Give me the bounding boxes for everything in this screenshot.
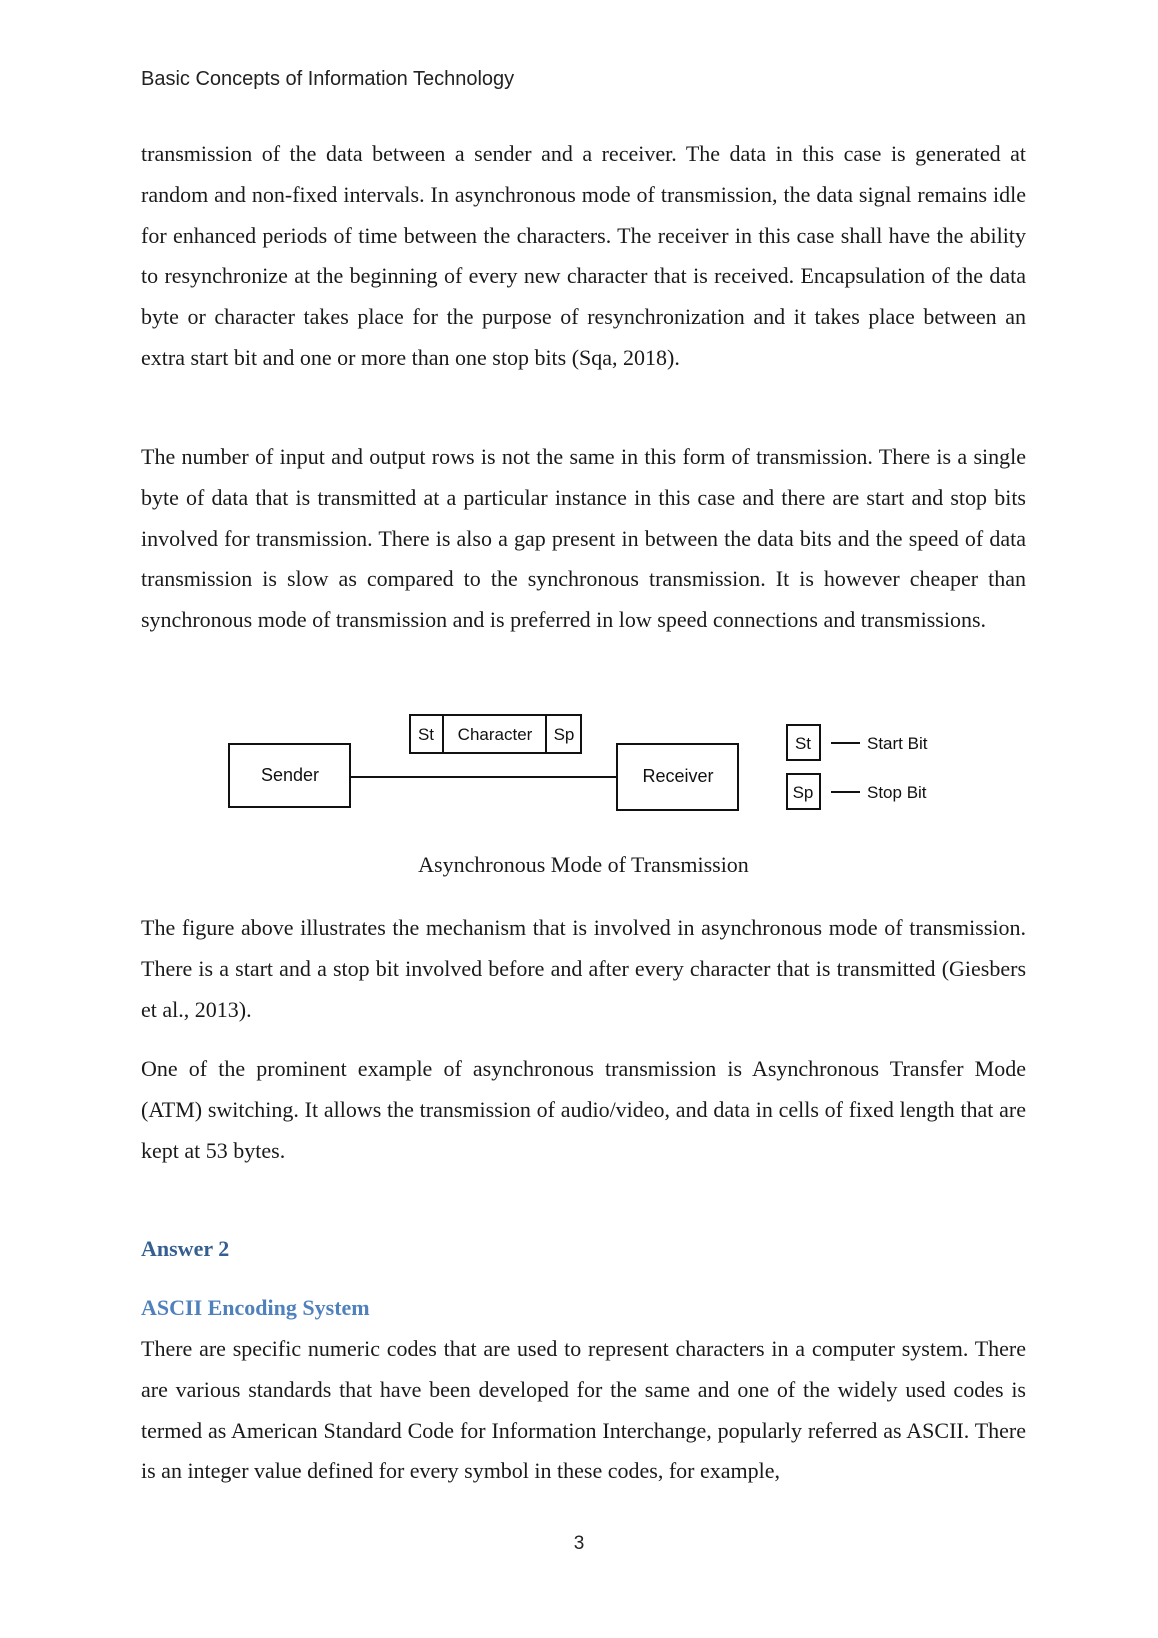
receiver-label: Receiver (642, 766, 714, 786)
legend-start-symbol: St (794, 734, 812, 753)
diagram-svg (220, 700, 950, 820)
sender-label: Sender (260, 765, 320, 785)
paragraph: There are specific numeric codes that are used to represent characters in a computer system. There are various standards that have been developed for the same and one of the widely used codes is termed as American Standard Code for Information Interchange, popularly referred as ASCII. There is an integer value defined for every symbol in these codes, for example, (141, 1336, 1026, 1484)
paragraph: The figure above illustrates the mechanism that is involved in asynchronous mode of transmission. There is a start and a stop bit involved before and after every character that is transmitted (Giesbers et al., 2013). (141, 915, 1026, 1022)
frame-start-bit: St (417, 725, 435, 744)
legend-stop-label: Stop Bit (867, 783, 927, 802)
running-header: Basic Concepts of Information Technology (141, 68, 515, 90)
frame-character: Character (457, 725, 533, 744)
async-transmission-diagram (220, 700, 950, 820)
page-number: 3 (573, 1533, 585, 1554)
sub-heading: ASCII Encoding System (141, 1295, 370, 1320)
paragraph: transmission of the data between a sender and a receiver. The data in this case is generated at random and non-fixed intervals. In asynchronous mode of transmission, the data signal remains idle for enhanced periods of time between the characters. The receiver in this case shall have the ability to resynchronize at the beginning of every new character that is received. Encapsulation of the data byte or character takes place for the purpose of resynchronization and it takes place between an extra start bit and one or more than one stop bits (Sqa, 2018). (141, 141, 1026, 370)
legend-start-label: Start Bit (867, 734, 928, 753)
section-heading: Answer 2 (141, 1236, 230, 1261)
figure-caption: Asynchronous Mode of Transmission (418, 852, 749, 877)
frame-stop-bit: Sp (553, 725, 575, 744)
legend-stop-symbol: Sp (792, 783, 814, 802)
paragraph: The number of input and output rows is not the same in this form of transmission. There is a single byte of data that is transmitted at a particular instance in this case and there are start and stop bits involved for transmission. There is also a gap present in between the data bits and the speed of data transmission is slow as compared to the synchronous transmission. It is however cheaper than synchronous mode of transmission and is preferred in low speed connections and transmissions. (141, 444, 1026, 633)
paragraph: One of the prominent example of asynchronous transmission is Asynchronous Transfer Mode (ATM) switching. It allows the transmission of audio/video, and data in cells of fixed length that are kept at 53 bytes. (141, 1056, 1026, 1163)
